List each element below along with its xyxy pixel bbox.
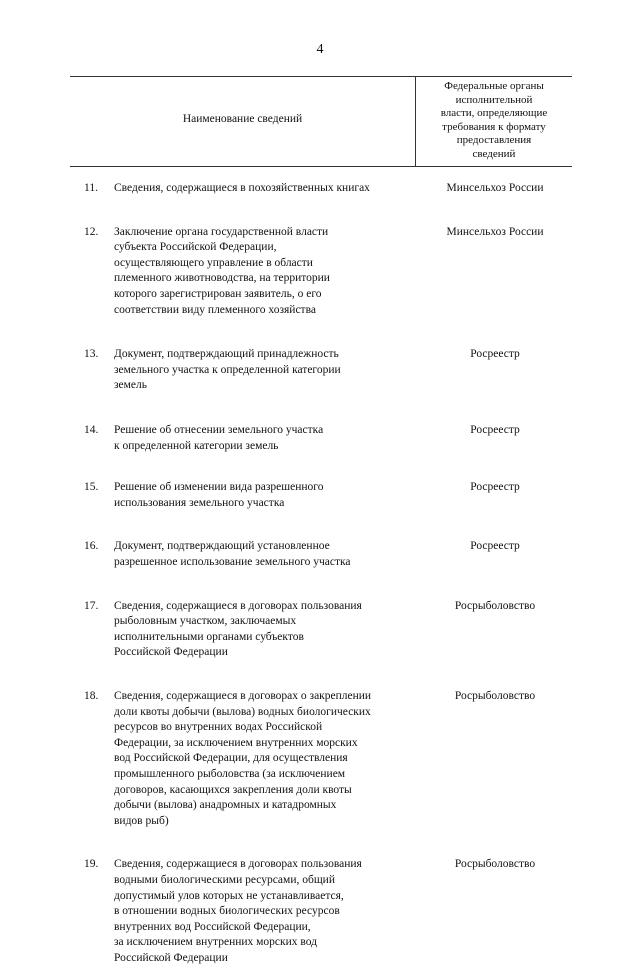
row-description: [114, 857, 414, 966]
row-number: 11.: [84, 182, 98, 194]
row-authority: Росреестр: [470, 540, 520, 553]
row-description-line: субъекта Российской Федерации,: [114, 241, 277, 254]
row-authority: Росрыболовство: [454, 599, 536, 612]
row-description-line: Сведения, содержащиеся в договорах пользования: [114, 858, 362, 871]
header-org-line: предоставления: [456, 134, 532, 147]
table-row: [0, 347, 640, 394]
row-description-line: водными биологическими ресурсами, общий: [114, 873, 335, 886]
row-description-line: Заключение органа государственной власти: [114, 225, 329, 238]
row-authority: Росреестр: [470, 481, 520, 494]
row-description-line: племенного животноводства, на территории: [114, 272, 330, 285]
table-row: [0, 539, 640, 570]
row-description-line: разрешенное использование земельного участка: [114, 555, 351, 568]
row-description-line: Документ, подтверждающий принадлежность: [114, 348, 339, 361]
row-number: 14.: [84, 423, 99, 436]
row-number: 13.: [84, 348, 99, 361]
row-number: 15.: [84, 481, 99, 494]
header-org-line: Федеральные органы: [444, 80, 544, 92]
row-description: [114, 539, 414, 570]
row-description-line: Решение об отнесении земельного участка: [114, 423, 324, 436]
row-description-line: за исключением внутренних морских вод: [114, 936, 318, 949]
header-org-line: исполнительной: [455, 93, 533, 106]
row-number: 12.: [84, 225, 99, 238]
row-description-line: земель: [114, 379, 148, 392]
row-description: [114, 599, 414, 661]
table-row: [0, 857, 640, 966]
header-org-column: [416, 80, 572, 162]
row-number: 19.: [84, 858, 99, 871]
table-row: [0, 599, 640, 661]
row-authority: Минсельхоз России: [446, 225, 544, 238]
row-description-line: Сведения, содержащиеся в договорах о закреплении: [114, 689, 372, 702]
row-description-line: Сведения, содержащиеся в похозяйственных книгах: [114, 182, 370, 194]
row-description: [114, 225, 414, 319]
row-description-line: использования земельного участка: [114, 496, 285, 509]
row-description: [114, 181, 414, 197]
row-description-line: вод Российской Федерации, для осуществления: [114, 752, 348, 765]
row-description-line: осуществляющего управление в области: [114, 256, 313, 269]
row-authority: Росрыболовство: [454, 858, 536, 871]
row-description-line: внутренних вод Российской Федерации,: [114, 920, 311, 933]
row-description: [114, 480, 414, 511]
row-number: 17.: [84, 599, 99, 612]
header-org-line: власти, определяющие: [440, 107, 548, 120]
header-org-line: требования к формату: [442, 120, 546, 133]
row-description-line: Решение об изменении вида разрешенного: [114, 481, 324, 494]
table-body: [0, 181, 640, 967]
table-row: [0, 181, 640, 197]
header-name-column: Наименование сведений: [182, 113, 303, 125]
table-row: [0, 480, 640, 511]
row-description: [114, 347, 414, 394]
page-number: 4: [316, 42, 324, 57]
row-description-line: к определенной категории земель: [114, 439, 279, 452]
row-authority: Росреестр: [470, 423, 520, 436]
row-description-line: промышленного рыболовства (за исключением: [114, 767, 346, 780]
table-row: [0, 225, 640, 319]
row-description-line: Российской Федерации: [114, 646, 228, 659]
row-description-line: ресурсов во внутренних водах Российской: [114, 721, 323, 734]
row-authority: Росреестр: [470, 348, 520, 361]
row-authority: Росрыболовство: [454, 689, 536, 702]
row-description-line: добычи (вылова) анадромных и катадромных: [114, 799, 337, 812]
row-number: 18.: [84, 689, 99, 702]
row-description: [114, 689, 414, 829]
row-description-line: Сведения, содержащиеся в договорах пользования: [114, 599, 362, 612]
row-description: [114, 423, 414, 454]
row-description-line: договоров, касающихся закрепления доли квоты: [114, 783, 352, 796]
row-description-line: исполнительными органами субъектов: [114, 630, 304, 643]
row-description-line: доли квоты добычи (вылова) водных биологических: [114, 705, 371, 718]
row-description-line: в отношении водных биологических ресурсов: [114, 905, 340, 918]
row-number: 16.: [84, 540, 99, 553]
table-row: [0, 423, 640, 454]
header-org-line: сведений: [472, 147, 516, 160]
table-header: [70, 76, 572, 167]
row-description-line: допустимый улов которых не устанавливается,: [114, 889, 344, 902]
row-authority: Минсельхоз России: [446, 182, 544, 194]
row-description-line: Документ, подтверждающий установленное: [114, 540, 330, 553]
row-description-line: земельного участка к определенной категории: [114, 363, 341, 376]
row-description-line: Российской Федерации: [114, 951, 228, 964]
row-description-line: которого зарегистрирован заявитель, о его: [114, 287, 322, 300]
row-description-line: Федерации, за исключением внутренних морских: [114, 736, 358, 749]
row-description-line: видов рыб): [114, 814, 169, 827]
table-row: [0, 689, 640, 829]
row-description-line: рыболовным участком, заключаемых: [114, 615, 297, 628]
row-description-line: соответствии виду племенного хозяйства: [114, 303, 316, 316]
